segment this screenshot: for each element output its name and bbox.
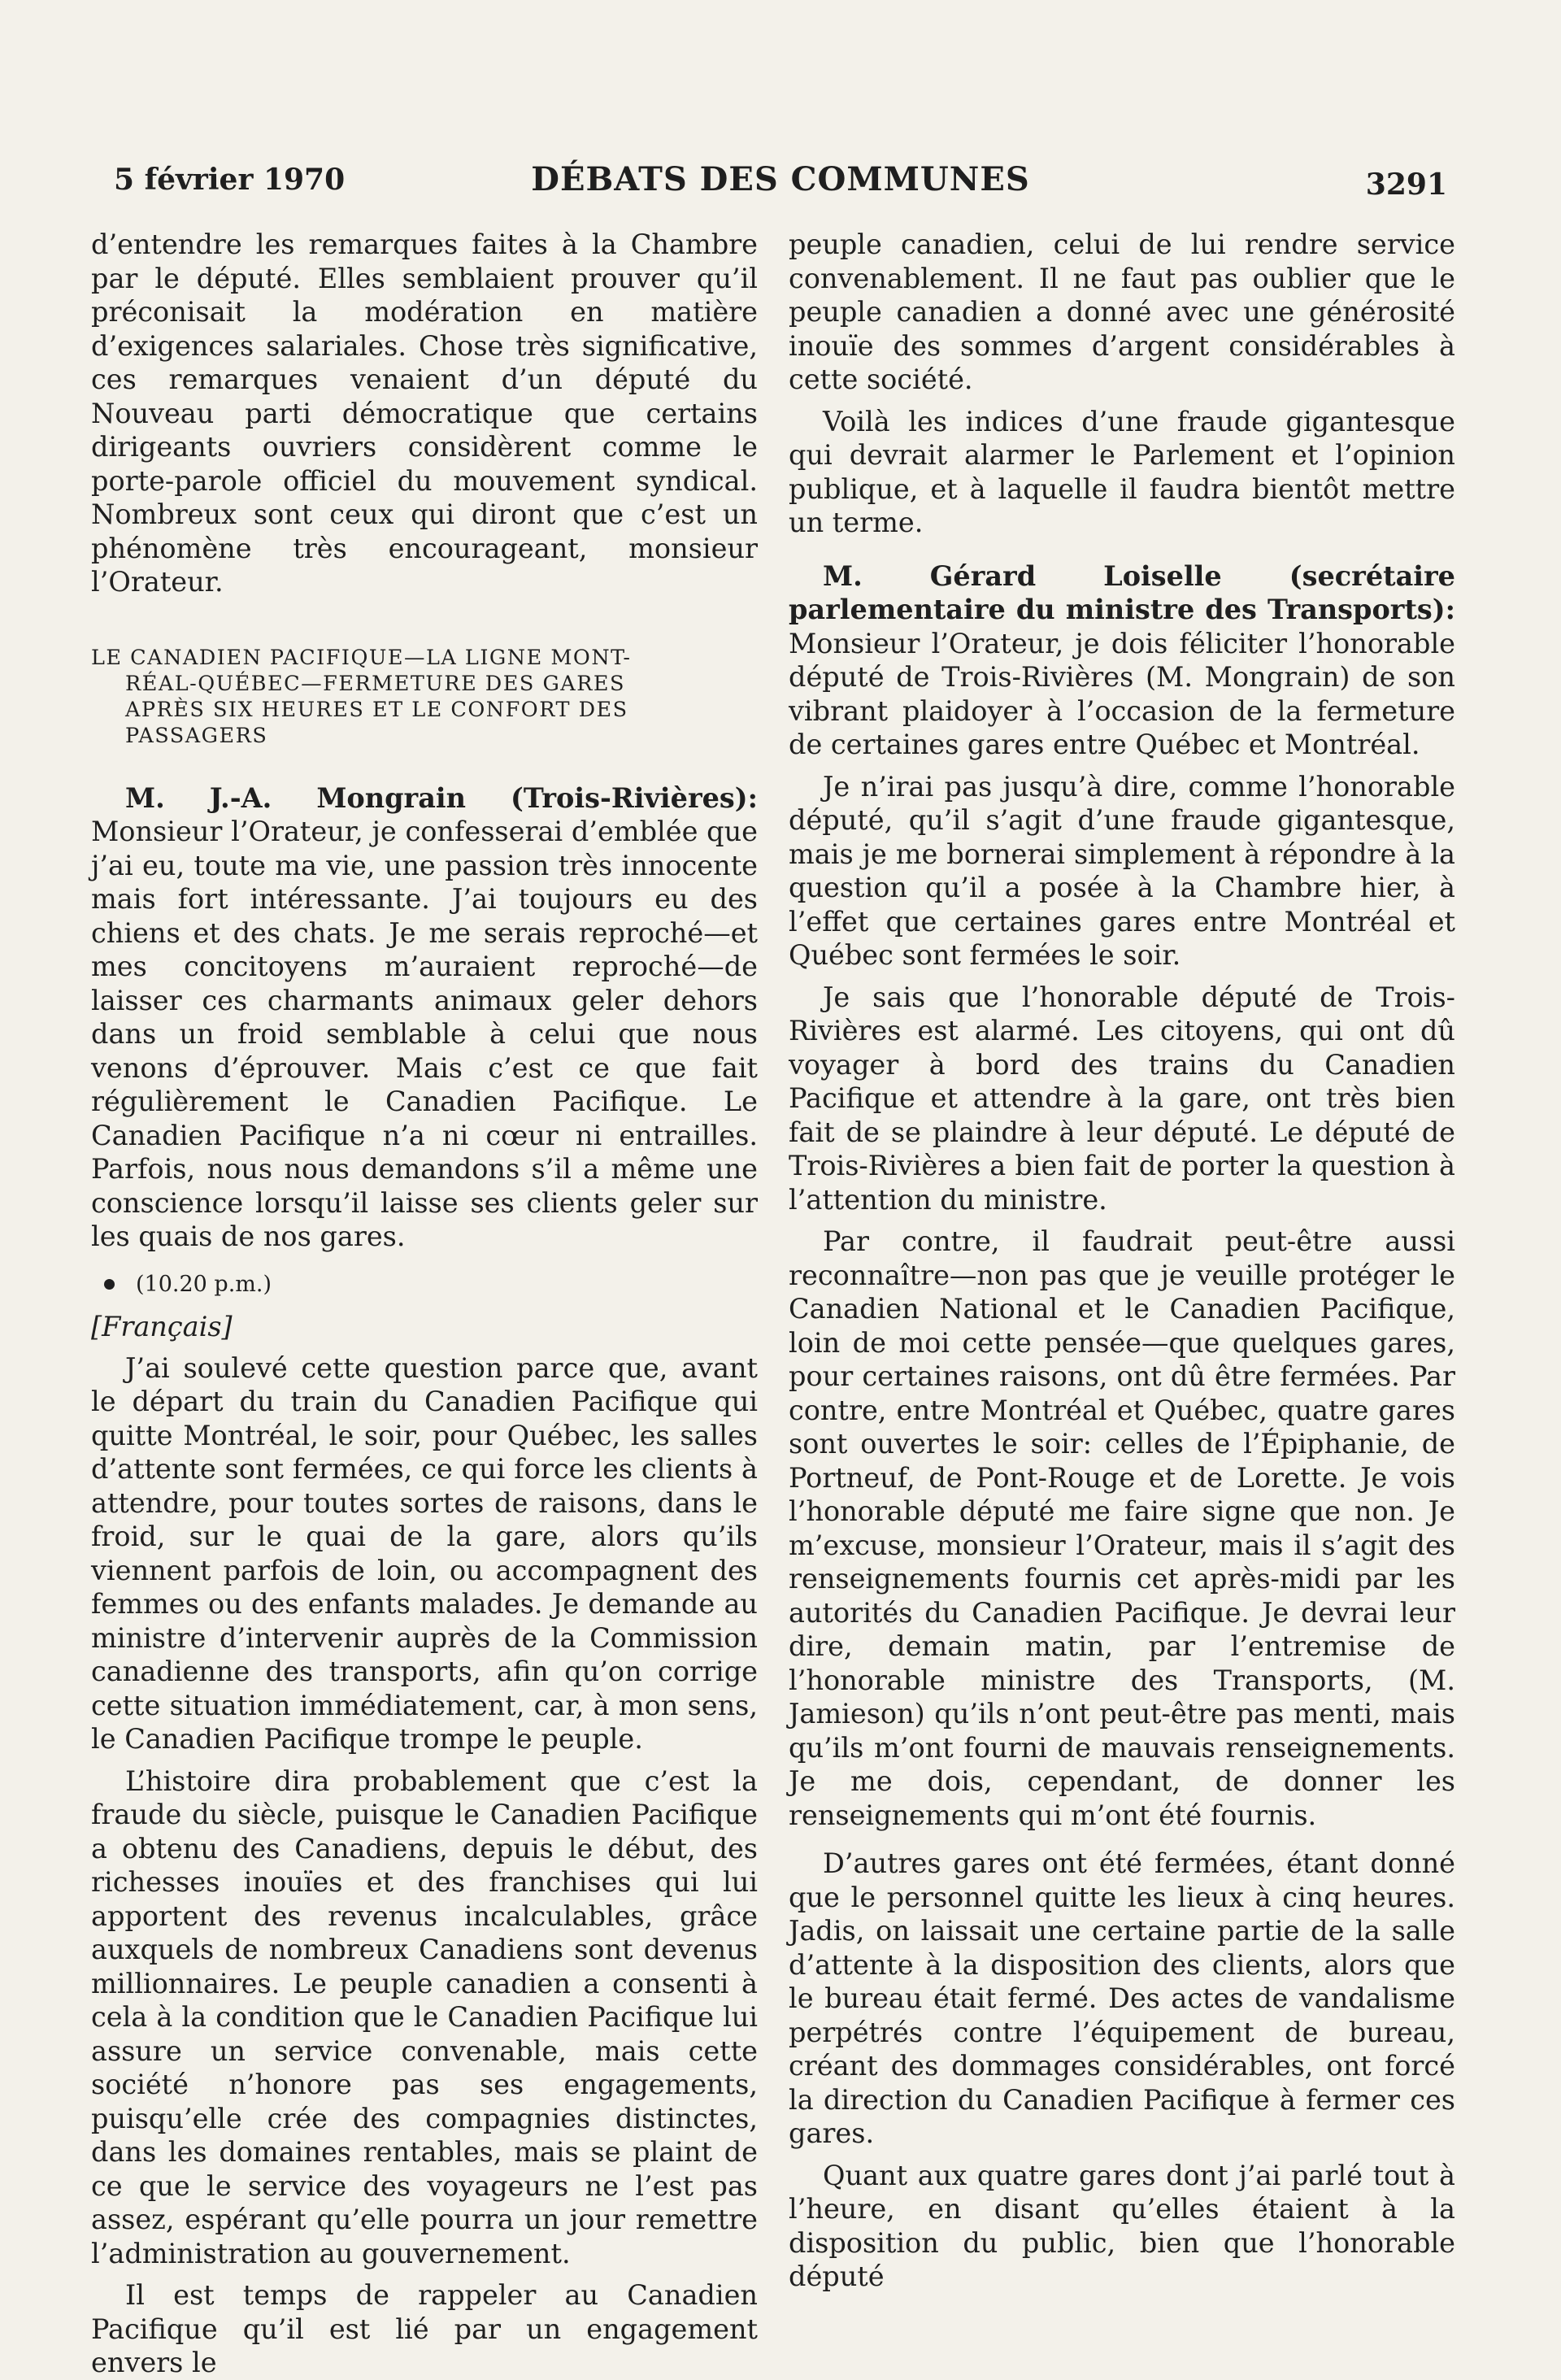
section-rubric [91,645,758,749]
paragraph: Il est temps de rappeler au Canadien Pacifique qu’il est lié par un engagement envers le [91,2279,758,2378]
rubric-line: LE CANADIEN PACIFIQUE—LA LIGNE MONT- [91,645,632,670]
header-date: 5 février 1970 [114,163,346,197]
header-title: DÉBATS DES COMMUNES [531,160,1030,198]
speaker-name: M. Gérard Loiselle (secrétaire parlementaire du ministre des Transports): [789,559,1455,625]
paragraph: L’histoire dira probablement que c’est la fraude du siècle, puisque le Canadien Pacifique a obtenu des Canadiens, depuis le début, des richesses inouïes et des franchises qui lui apportent des revenus incalculables, grâce auxquels de nombreux Canadiens sont devenus millionnaires. Le peuple canadien a consenti à cela à la condition que le Canadien Pacifique lui assure un service convenable, mais cette société n’honore pas ses engagements, puisqu’elle crée des compagnies distinctes, dans les domaines rentables, mais se plaint de ce que le service des voyageurs ne l’est pas assez, espérant qu’elle pourra un jour remettre l’administration au gouvernement. [91,1764,758,2269]
right-column [789,228,1455,2294]
paragraph: Voilà les indices d’une fraude gigantesque qui devrait alarmer le Parlement et l’opinion publique, et à laquelle il faudra bientôt mettre un terme. [789,405,1455,538]
rubric-line: APRÈS SIX HEURES ET LE CONFORT DES [125,697,628,722]
paragraph: Je sais que l’honorable député de Trois-Rivières est alarmé. Les citoyens, qui ont dû voyager à bord des trains du Canadien Pacifique et attendre à la gare, ont très bien fait de se plaindre à leur député. Le député de Trois-Rivières a bien fait de porter la question à l’attention du ministre. [789,981,1455,1216]
paragraph: D’autres gares ont été fermées, étant donné que le personnel quitte les lieux à cinq heures. Jadis, on laissait une certaine partie de la salle d’attente à la disposition des clients, alors que le bureau était fermé. Des actes de vandalisme perpétrés contre l’équipement de bureau, créant des dommages considérables, ont forcé la direction du Canadien Pacifique à fermer ces gares. [789,1847,1455,2149]
time-text: (10.20 p.m.) [136,1271,272,1297]
paragraph [789,559,1455,762]
paragraph: Je n’irai pas jusqu’à dire, comme l’honorable député, qu’il s’agit d’une fraude gigantesque, mais je me bornerai simplement à répondre à la question qu’il a posée à la Chambre hier, à l’effet que certaines gares entre Montréal et Québec sont fermées le soir. [789,770,1455,971]
rubric-line: RÉAL-QUÉBEC—FERMETURE DES GARES [125,671,626,696]
speech-text: Monsieur l’Orateur, je dois féliciter l’honorable député de Trois-Rivières (M. Mongrain) de son vibrant plaidoyer à l’occasion de la fermeture de certaines gares entre Québec et Montréal. [789,627,1455,760]
paragraph: Quant aux quatre gares dont j’ai parlé tout à l’heure, en disant qu’elles étaient à la disposition du public, bien que l’honorable député [789,2159,1455,2292]
paragraph: Par contre, il faudrait peut-être aussi reconnaître—non pas que je veuille protéger le Canadien National et le Canadien Pacifique, loin de moi cette pensée—que quelques gares, pour certaines raisons, ont dû être fermées. Par contre, entre Montréal et Québec, quatre gares sont ouvertes le soir: celles de l’Épiphanie, de Portneuf, de Pont-Rouge et de Lorette. Je vois l’honorable député me faire signe que non. Je m’excuse, monsieur l’Orateur, mais il s’agit des renseignements fournis cet après-midi par les autorités du Canadien Pacifique. Je devrai leur dire, demain matin, par l’entremise de l’honorable ministre des Transports, (M. Jamieson) qu’ils n’ont peut-être pas menti, mais qu’ils m’ont fourni de mauvais renseignements. Je me dois, cependant, de donner les renseignements qui m’ont été fournis. [789,1225,1455,1831]
paragraph: peuple canadien, celui de lui rendre service convenablement. Il ne faut pas oublier que le peuple canadien a donné avec une générosité inouïe des sommes d’argent considérables à cette société. [789,228,1455,395]
paragraph: d’entendre les remarques faites à la Chambre par le député. Elles semblaient prouver qu’il préconisait la modération en matière d’exigences salariales. Chose très significative, ces remarques venaient d’un député du Nouveau parti démocratique que certains dirigeants ouvriers considèrent comme le porte-parole officiel du mouvement syndical. Nombreux sont ceux qui diront que c’est un phénomène très encourageant, monsieur l’Orateur. [91,228,758,598]
bullet-icon [104,1279,115,1290]
time-stamp [91,1268,758,1301]
paragraph [91,781,758,1254]
page-number: 3291 [1365,168,1447,202]
left-column [91,228,758,2380]
speaker-name: M. J.-A. Mongrain (Trois-Rivières): [125,781,758,814]
speech-text: Monsieur l’Orateur, je confesserai d’emblée que j’ai eu, toute ma vie, une passion très innocente mais fort intéressante. J’ai toujours eu des chiens et des chats. Je me serais reproché—et mes concitoyens m’auraient reproché—de laisser ces charmants animaux geler dehors dans un froid semblable à celui que nous venons d’éprouver. Mais c’est ce que fait régulièrement le Canadien Pacifique. Le Canadien Pacifique n’a ni cœur ni entrailles. Parfois, nous nous demandons s’il a même une conscience lorsqu’il laisse ses clients geler sur les quais de nos gares. [91,816,758,1252]
rubric-line: PASSAGERS [125,723,268,748]
language-marker: [Français] [91,1310,233,1342]
page-header [114,159,1447,208]
paragraph: J’ai soulevé cette question parce que, avant le départ du train du Canadien Pacifique qui quitte Montréal, le soir, pour Québec, les salles d’attente sont fermées, ce qui force les clients à attendre, pour toutes sortes de raisons, dans le froid, sur le quai de la gare, alors qu’ils viennent parfois de loin, ou accompagnent des femmes ou des enfants malades. Je demande au ministre d’intervenir auprès de la Commission canadienne des transports, afin qu’on corrige cette situation immédiatement, car, à mon sens, le Canadien Pacifique trompe le peuple. [91,1351,758,1755]
